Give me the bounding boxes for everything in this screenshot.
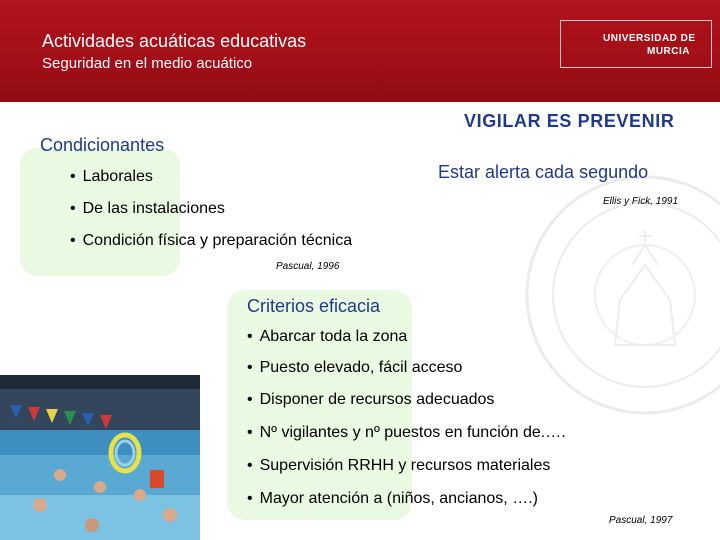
swimming-pool-photo bbox=[0, 375, 200, 540]
condicionantes-item: • Laborales bbox=[70, 168, 153, 186]
criterios-citation: Pascual, 1997 bbox=[609, 515, 673, 526]
criterios-item: • Abarcar toda la zona bbox=[247, 328, 407, 346]
slogan: VIGILAR ES PREVENIR bbox=[464, 111, 675, 131]
slide-subtitle: Seguridad en el medio acuático bbox=[42, 55, 253, 72]
logo-line2: MURCIA bbox=[647, 46, 690, 57]
condicionantes-citation: Pascual, 1996 bbox=[276, 261, 340, 272]
logo-line1: UNIVERSIDAD DE bbox=[603, 33, 696, 44]
university-logo bbox=[560, 20, 712, 68]
criterios-heading: Criterios eficacia bbox=[247, 296, 381, 316]
university-seal-watermark bbox=[520, 170, 720, 420]
condicionantes-item: • De las instalaciones bbox=[70, 200, 225, 218]
slide-header bbox=[0, 0, 720, 102]
slide-title: Actividades acuáticas educativas bbox=[42, 31, 307, 51]
alerta-citation: Ellis y Fick, 1991 bbox=[603, 196, 679, 207]
criterios-item: • Puesto elevado, fácil acceso bbox=[247, 359, 462, 377]
criterios-item: • Disponer de recursos adecuados bbox=[247, 391, 494, 409]
condicionantes-item: • Condición física y preparación técnica bbox=[70, 232, 352, 250]
criterios-item: • Nº vigilantes y nº puestos en función de.…. bbox=[247, 424, 566, 442]
criterios-item: • Supervisión RRHH y recursos materiales bbox=[247, 457, 550, 475]
condicionantes-heading: Condicionantes bbox=[40, 135, 165, 155]
criterios-item: • Mayor atención a (niños, ancianos, ….) bbox=[247, 490, 538, 508]
alerta-text: Estar alerta cada segundo bbox=[438, 162, 649, 182]
